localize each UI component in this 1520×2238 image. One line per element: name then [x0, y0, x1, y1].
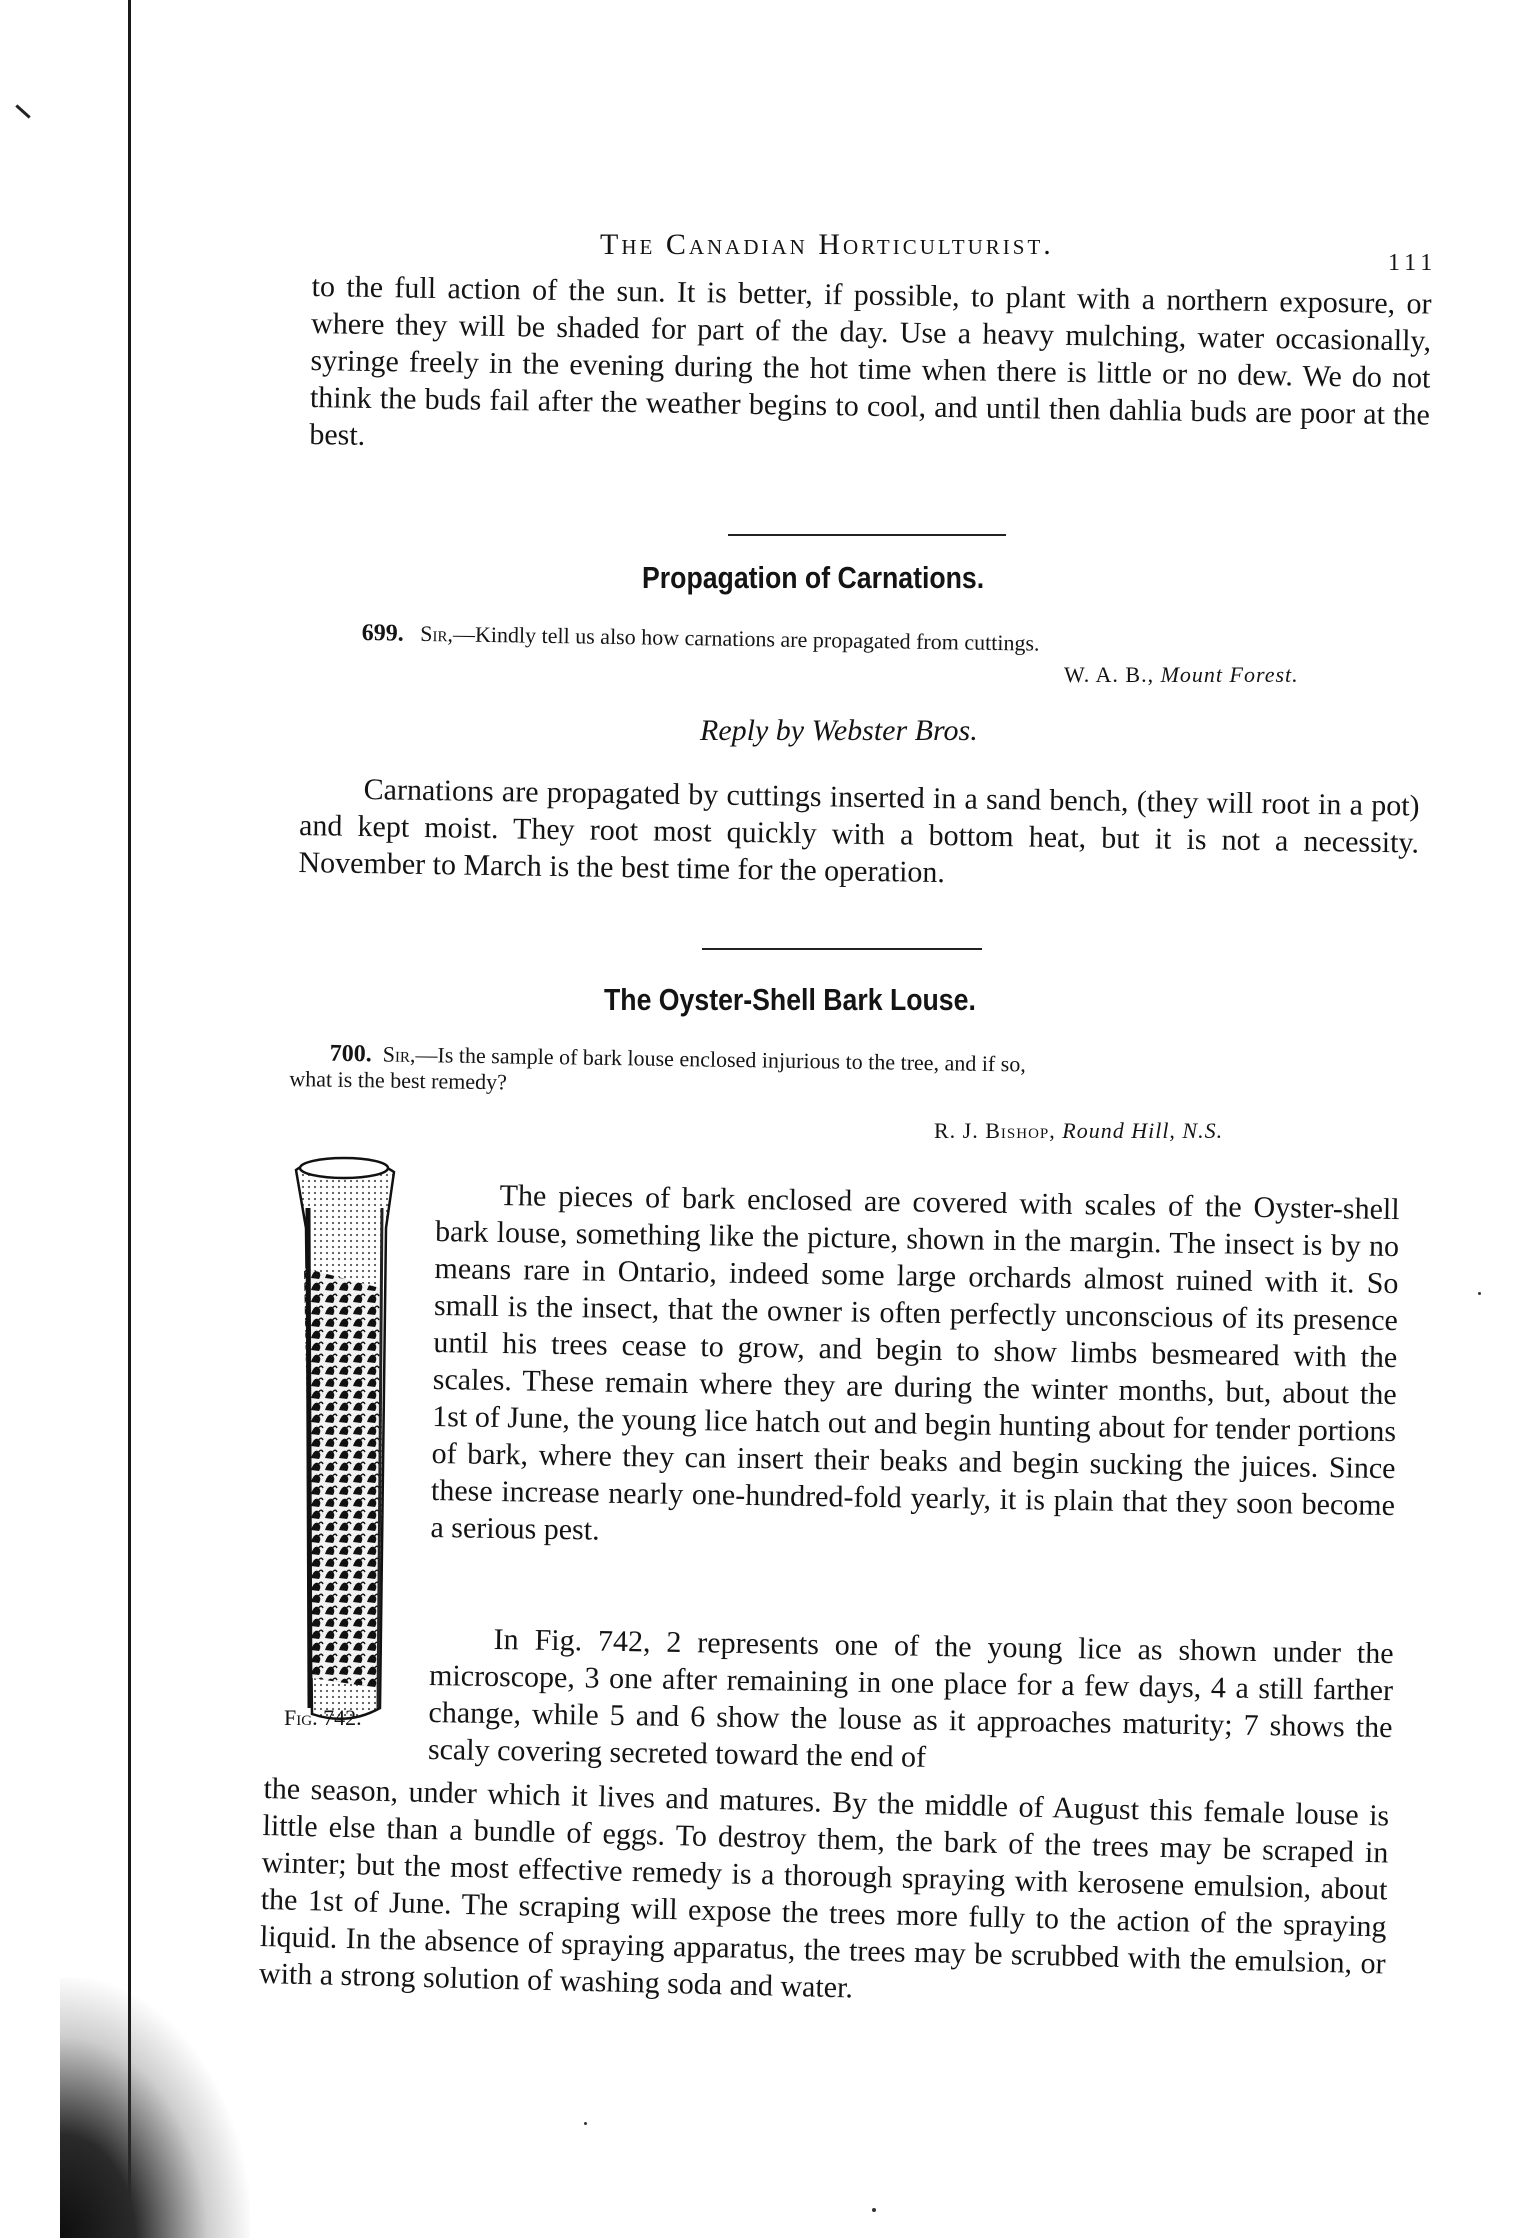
signature-bishop	[934, 1118, 1223, 1144]
page-binding-edge	[128, 0, 131, 2238]
running-head: The Canadian Horticulturist.	[600, 228, 1054, 261]
signature-wab	[1064, 662, 1299, 688]
signature-place: Mount Forest.	[1160, 662, 1299, 687]
signature-name: R. J. Bishop,	[934, 1118, 1056, 1143]
signature-initials: W. A. B.,	[1064, 662, 1155, 687]
query-salutation: Sir,	[420, 620, 454, 647]
signature-place-bishop: Round Hill, N.S.	[1062, 1118, 1224, 1143]
query-number-700: 700.	[329, 1040, 372, 1068]
query-text: —Kindly tell us also how carnations are propagated from cuttings.	[452, 621, 1040, 656]
section-heading-carnations: Propagation of Carnations.	[642, 560, 985, 595]
query-salutation-700: Sir,	[382, 1041, 416, 1067]
section-heading-louse: The Oyster-Shell Bark Louse.	[604, 982, 976, 1017]
query-line-1: —Is the sample of bark louse enclosed injurious to the tree, and if so,	[415, 1041, 1027, 1077]
louse-paragraph-2-narrow: In Fig. 742, 2 represents one of the young lice as shown under the microscope, 3 one after remaining in one place for a few days, 4 a still farther change, while 5 and 6 show the louse as it approaches maturity; 7 shows the scaly covering secreted toward the end of	[427, 1623, 1394, 1774]
stray-mark	[15, 104, 30, 118]
page-number: 111	[1388, 250, 1438, 276]
speck	[872, 2208, 876, 2212]
bark-louse-figure	[282, 1148, 420, 1733]
figure-caption: Fig. 742.	[284, 1705, 362, 1730]
query-line-2: what is the best remedy?	[289, 1065, 508, 1095]
reply-heading: Reply by Webster Bros.	[700, 714, 978, 747]
louse-paragraph-1: The pieces of bark enclosed are covered with scales of the Oyster-shell bark louse, something like the picture, shown in the margin. The insect is by no means rare in Ontario, indeed some large orchards almost ruined with it. So small is the insect, that the owner is often perfectly unconscious of its presence until his trees cease to grow, and begin to show limbs besmeared with the scales. These remain where they are during the winter months, but, about the 1st of June, the young lice hatch out and begin hunting about for tender portions of bark, where they can insert their beaks and begin sucking the juices. Since these increase nearly one-hundred-fold yearly, it is plain that they soon become a serious pest.	[430, 1179, 1400, 1547]
continuation-paragraph: to the full action of the sun. It is better, if possible, to plant with a northern exposure, or where they will be shaded for part of the day. Use a heavy mulching, water occasionally, syringe freely in the evening during the hot time when there is little or no dew. We do not think the buds fail after the weather begins to cool, and until then dahlia buds are poor at the best.	[309, 269, 1432, 452]
query-number: 699.	[361, 620, 404, 647]
section-divider	[728, 534, 1006, 536]
binding-shadow	[60, 1978, 250, 2238]
carnations-answer: Carnations are propagated by cuttings inserted in a sand bench, (they will root in a pot) and kept moist. They root most quickly with a bottom heat, but it is not a necessity. November to March is the best time for the operation.	[298, 773, 1420, 890]
speck	[584, 2122, 587, 2125]
query-699	[362, 620, 1040, 657]
section-divider-2	[702, 948, 982, 950]
speck	[1478, 1292, 1481, 1295]
louse-paragraph-2-wide: the season, under which it lives and matures. By the middle of August this female louse is little else than a bundle of eggs. To destroy them, the bark of the trees may be scraped in winter; but the most effective remedy is a thorough spraying with kerosene emulsion, about the 1st of June. The scraping will expose the trees more fully to the action of the spraying liquid. In the absence of spraying apparatus, the trees may be scrubbed with the emulsion, or with a strong solution of washing soda and water.	[258, 1771, 1390, 2005]
query-700	[289, 1040, 1410, 1110]
